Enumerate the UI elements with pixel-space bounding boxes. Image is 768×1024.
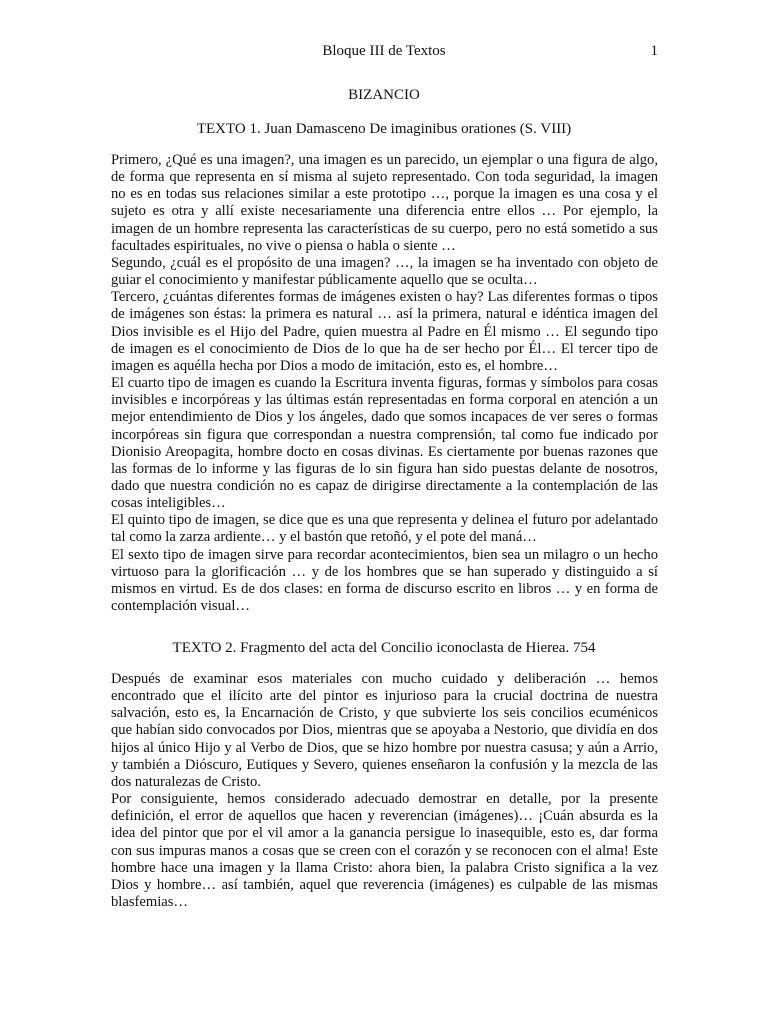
text-1-heading: TEXTO 1. Juan Damasceno De imaginibus orationes (S. VIII) (196, 121, 572, 137)
text-1-paragraph: Tercero, ¿cuántas diferentes formas de imágenes existen o hay? Las diferentes formas o tipos de imágenes son éstas: la primera es natural … así la primera, natural e idéntica imagen del Dios invisible es el Hijo del Padre, quien muestra al Padre en Él mismo … El segundo tipo de imagen es el conocimiento de Dios de lo que ha de ser hecho por Él… El tercer tipo de imagen es aquélla hecha por Dios a modo de imitación, esto es, el hombre… (111, 289, 658, 374)
text-1-body (111, 152, 658, 615)
page-number: 1 (650, 43, 658, 59)
text-1-paragraph: Segundo, ¿cuál es el propósito de una imagen? …, la imagen se ha inventado con objeto de guiar el conocimiento y manifestar públicamente aquello que se oculta… (111, 254, 658, 289)
text-2-paragraph: Después de examinar esos materiales con mucho cuidado y deliberación … hemos encontrado que el ilícito arte del pintor es injurioso para la crucial doctrina de nuestra salvación, esto es, la Encarnación de Cristo, y que subvierte los seis concilios ecuménicos que habían sido convocados por Dios, mientras que se apoyaba a Nestorio, que dividía en dos hijos al único Hijo y al Verbo de Dios, que se hizo hombre por nuestra casusa; y aún a Arrio, y también a Dióscuro, Eutiques y Severo, quienes enseñaron la confusión y la mezcla de las dos naturalezas de Cristo. (111, 671, 658, 790)
text-2-body (111, 671, 658, 911)
text-2-heading: TEXTO 2. Fragmento del acta del Concilio iconoclasta de Hierea. 754 (172, 640, 596, 656)
text-1-paragraph: El cuarto tipo de imagen es cuando la Escritura inventa figuras, formas y símbolos para cosas invisibles e incorpóreas y las últimas están representadas en forma corporal en atención a un mejor entendimiento de Dios y los ángeles, dado que somos incapaces de ver seres o formas incorpóreas sin figura que correspondan a nuestra comprensión, tal como fue indicado por Dionisio Areopagita, hombre docto en cosas divinas. Es ciertamente por buenas razones que las formas de lo informe y las figuras de lo sin figura han sido puestas delante de nosotros, dado que nuestra condición no es capaz de dirigirse directamente a la contemplación de las cosas inteligibles… (111, 375, 658, 512)
text-1-paragraph: Primero, ¿Qué es una imagen?, una imagen es un parecido, un ejemplar o una figura de algo, de forma que representa en sí misma al sujeto representado. Con toda seguridad, la imagen no es en todas sus relaciones similar a este prototipo …, porque la imagen es una cosa y el sujeto es otra y allí existe necesariamente una diferencia entre ellos … Por ejemplo, la imagen de un hombre representa las características de su cuerpo, pero no está sometido a sus facultades espirituales, no vive o piensa o habla o siente … (111, 152, 658, 254)
text-1-paragraph: El sexto tipo de imagen sirve para recordar acontecimientos, bien sea un milagro o un hecho virtuoso para la glorificación … y de los hombres que se han superado y distinguido a sí mismos en virtud. Es de dos clases: en forma de discurso escrito en libros … y en forma de contemplación visual… (111, 546, 658, 615)
text-2-paragraph: Por consiguiente, hemos considerado adecuado demostrar en detalle, por la presente definición, el error de aquellos que hacen y reverencian (imágenes)… ¡Cuán absurda es la idea del pintor que por el vil amor a la ganancia persigue lo inasequible, esto es, dar forma con sus impuras manos a cosas que se creen con el corazón y se reconocen con el alma! Este hombre hace una imagen y la llama Cristo: ahora bien, la palabra Cristo significa a la vez Dios y hombre… así también, aquel que reverencia (imágenes) es culpable de las mismas blasfemias… (111, 791, 658, 911)
text-1-paragraph: El quinto tipo de imagen, se dice que es una que representa y delinea el futuro por adelantado tal como la zarza ardiente… y el bastón que retoñó, y el pote del maná… (111, 512, 658, 546)
header-title: Bloque III de Textos (322, 43, 446, 59)
document-title: BIZANCIO (348, 87, 420, 103)
page-header (0, 43, 768, 63)
